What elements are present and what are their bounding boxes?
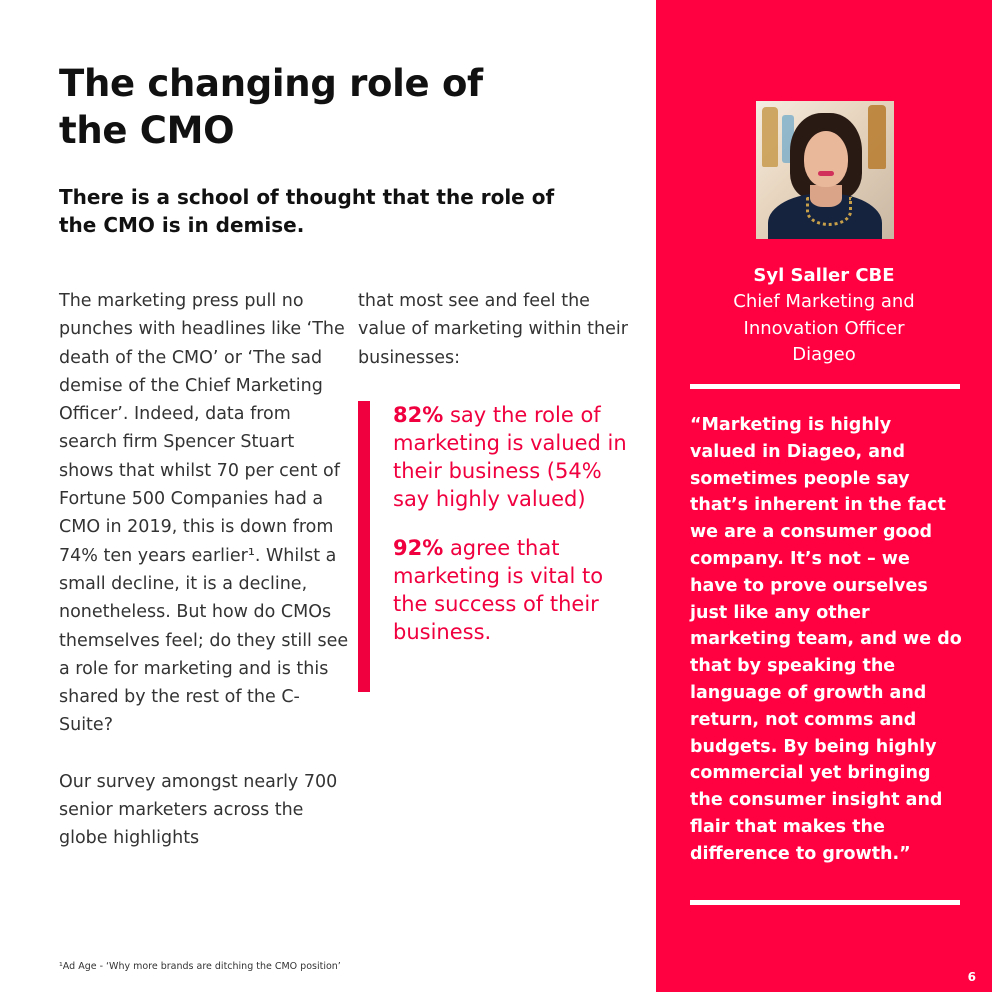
page-subtitle [59, 183, 619, 239]
person-role-line-1: Chief Marketing and [733, 291, 915, 312]
body-column-2 [358, 287, 643, 372]
person-info [656, 263, 992, 369]
body-column-1 [59, 287, 349, 881]
body-paragraph-1: The marketing press pull no punches with headlines like ‘The death of the CMO’ or ‘The sad demise of the Chief Marketing Officer’. Indeed, data from search firm Spencer Stuart shows that whilst 70 per cent of Fortune 500 Companies had a CMO in 2019, this is down from 74% ten years earlier¹. Whilst a small decline, it is a decline, nonetheless. But how do CMOs themselves feel; do they still see a role for marketing and is this shared by the rest of the C-Suite? [59, 291, 349, 736]
body-column-2-intro: that most see and feel the value of marketing within their businesses: [358, 291, 628, 368]
subtitle-line-2: the CMO is in demise. [59, 213, 305, 237]
page-title [59, 60, 579, 154]
portrait-photo [756, 101, 894, 239]
stats-callout [358, 401, 633, 692]
body-paragraph-2: Our survey amongst nearly 700 senior marketers across the globe highlights [59, 771, 338, 849]
title-line-2: the CMO [59, 109, 235, 152]
person-name: Syl Saller CBE [753, 265, 895, 286]
stat-value: 82% [393, 403, 444, 427]
person-role-line-2: Innovation Officer [743, 317, 905, 339]
stat-item [393, 534, 633, 646]
stat-value: 92% [393, 536, 444, 560]
footnote: ¹Ad Age - ‘Why more brands are ditching the CMO position’ [59, 961, 341, 972]
pull-quote: “Marketing is highly valued in Diageo, and sometimes people say that’s inherent in the fact we are a consumer good company. It’s not – we have to prove ourselves just like any other marketing team, and we do that by speaking the language of growth and return, not comms and budgets. By being highly commercial yet bringing the consumer insight and flair that makes the difference to growth.” [690, 415, 962, 864]
stat-text: say the role of marketing is valued in their business (54% say highly valued) [393, 403, 627, 511]
page-number: 6 [967, 970, 976, 984]
subtitle-line-1: There is a school of thought that the role of [59, 185, 555, 209]
stat-text: agree that marketing is vital to the success of their business. [393, 536, 604, 644]
person-company: Diageo [792, 344, 856, 365]
title-line-1: The changing role of [59, 62, 483, 105]
quote-sidebar [656, 0, 992, 992]
divider-top [690, 384, 960, 389]
stat-item [393, 401, 633, 513]
divider-bottom [690, 900, 960, 905]
